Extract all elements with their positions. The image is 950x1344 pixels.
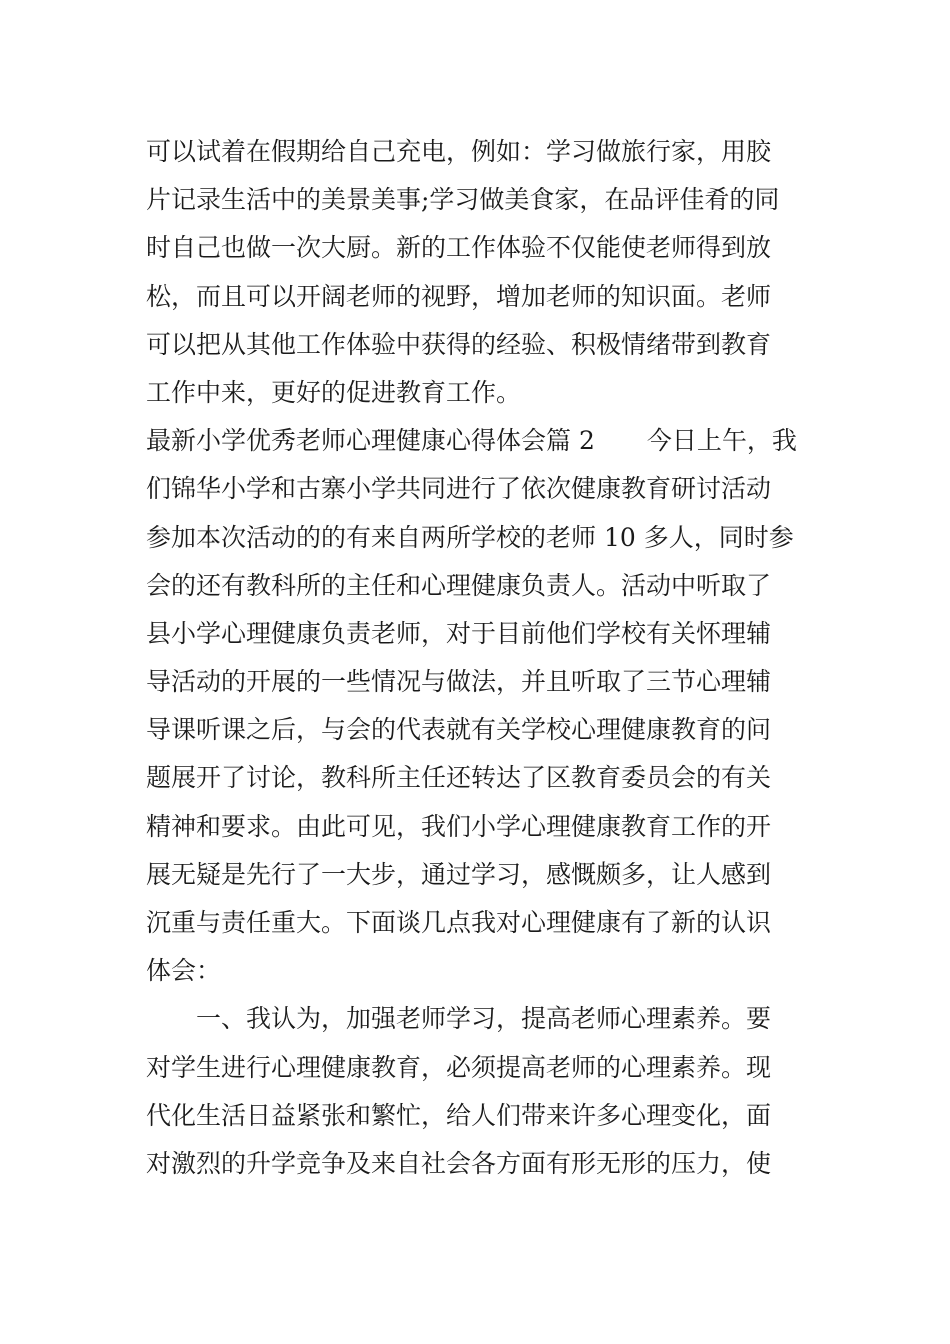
text-line: 可以把从其他工作体验中获得的经验、积极情绪带到教育 xyxy=(146,329,772,359)
paragraph-1 xyxy=(146,128,810,417)
section-heading-line xyxy=(146,417,810,465)
text-line: 展无疑是先行了一大步，通过学习，感慨颇多，让人感到 xyxy=(146,859,772,889)
text-line: 们锦华小学和古寨小学共同进行了依次健康教育研讨活动 xyxy=(146,474,772,504)
text-line: 松，而且可以开阔老师的视野，增加老师的知识面。老师 xyxy=(146,281,772,311)
text-line: 导活动的开展的一些情况与做法，并且听取了三节心理辅 xyxy=(146,667,772,697)
paragraph-3 xyxy=(146,995,810,1188)
text-line: 可以试着在假期给自己充电，例如：学习做旅行家，用胶 xyxy=(146,137,772,166)
paragraph-2 xyxy=(146,417,810,995)
text-line: 代化生活日益紧张和繁忙，给人们带来许多心理变化，面 xyxy=(146,1100,772,1130)
text-line: 导课听课之后，与会的代表就有关学校心理健康教育的问 xyxy=(146,715,772,745)
text-line: 精神和要求。由此可见，我们小学心理健康教育工作的开 xyxy=(146,811,772,841)
document-page xyxy=(146,128,810,1188)
text-line: 沉重与责任重大。下面谈几点我对心理健康有了新的认识 xyxy=(146,908,772,937)
section-heading: 最新小学优秀老师心理健康心得体会篇 2 xyxy=(146,426,595,456)
text-line: 县小学心理健康负责老师，对于目前他们学校有关怀理辅 xyxy=(146,618,772,648)
text-line: 会的还有教科所的主任和心理健康负责人。活动中听取了 xyxy=(146,570,772,600)
text-line: 题展开了讨论，教科所主任还转达了区教育委员会的有关 xyxy=(146,763,772,793)
text-line: 今日上午，我 xyxy=(646,426,797,456)
text-line: 对激烈的升学竞争及来自社会各方面有形无形的压力，使 xyxy=(146,1148,772,1178)
text-line: 参加本次活动的的有来自两所学校的老师 10 多人，同时参 xyxy=(146,522,794,552)
text-line: 体会： xyxy=(146,956,222,986)
text-line: 对学生进行心理健康教育，必须提高老师的心理素养。现 xyxy=(146,1052,772,1082)
text-line: 片记录生活中的美景美事;学习做美食家，在品评佳肴的同 xyxy=(146,185,780,215)
text-line: 一、我认为，加强老师学习，提高老师心理素养。要 xyxy=(196,1004,772,1034)
text-line: 工作中来，更好的促进教育工作。 xyxy=(146,377,522,407)
text-line: 时自己也做一次大厨。新的工作体验不仅能使老师得到放 xyxy=(146,233,772,263)
